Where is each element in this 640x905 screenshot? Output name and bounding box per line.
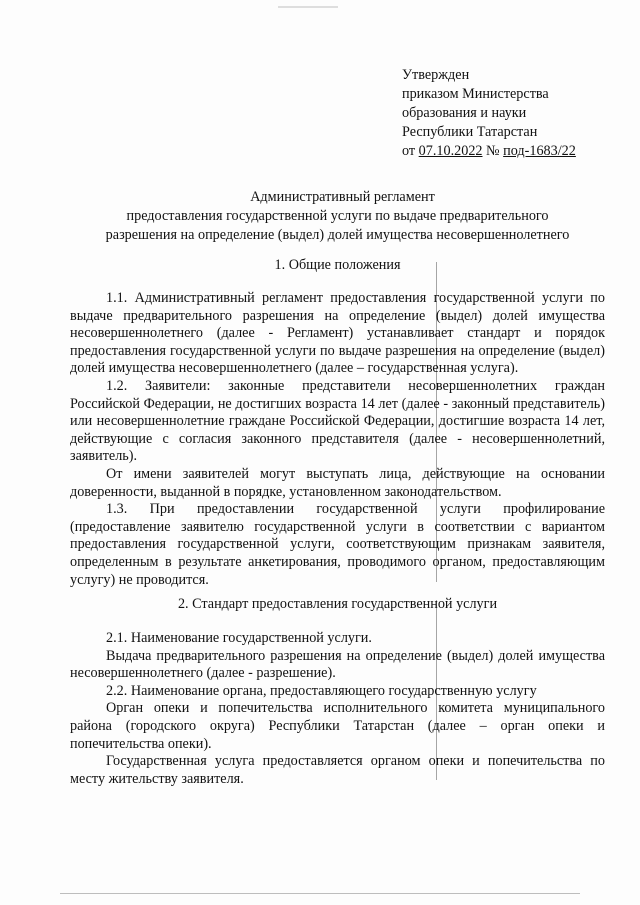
section-2-body bbox=[70, 630, 605, 788]
title-line-1: Административный регламент bbox=[250, 189, 435, 205]
title-line-3: разрешения на определение (выдел) долей имущества несовершеннолетнего bbox=[105, 227, 570, 243]
approval-date: 07.10.2022 bbox=[418, 143, 483, 159]
scan-fold-line-lower bbox=[436, 600, 437, 780]
approval-num-sign: № bbox=[482, 143, 504, 159]
approval-number: под-1683/22 bbox=[503, 143, 576, 159]
paragraph-1-3: 1.3. При предоставлении государственной услуги профилирование (предоставление заявителю государственной услуги в соответствии с вариантом предоставления государственной услуги, соответствующим признакам заявителя, определенным в результате анкетирования, проводимого органом, предоставляющим услугу) не проводится. bbox=[70, 501, 605, 588]
section-1-body bbox=[70, 290, 605, 589]
paragraph-2-2-place: Государственная услуга предоставляется органом опеки и попечительства по месту жительству заявителя. bbox=[70, 753, 605, 787]
scan-artifact bbox=[278, 6, 338, 8]
title-line-2: предоставления государственной услуги по выдаче предварительного bbox=[126, 208, 549, 224]
paragraph-1-2: 1.2. Заявители: законные представители несовершеннолетних граждан Российской Федерации, не достигших возраста 14 лет (далее - законный представитель) или несовершеннолетние граждане Российской Федерации, достигшие возраста 14 лет, действующие с согласия законного представителя (далее - несовершеннолетний, заявитель). bbox=[70, 377, 605, 465]
section-1-heading: 1. Общие положения bbox=[274, 257, 401, 273]
approval-line-1: Утвержден bbox=[402, 67, 470, 83]
document-title bbox=[70, 188, 605, 245]
approval-line-4: Республики Татарстан bbox=[402, 124, 538, 140]
paragraph-1-1: 1.1. Административный регламент предоставления государственной услуги по выдаче предварительного разрешения на определение (выдел) долей имущества несовершеннолетнего (далее - Регламент) устанавливает стандарт и порядок предоставления государственной услуги по выдаче разрешения на определение (выдел) долей имущества несовершеннолетнего (далее – государственная услуга). bbox=[70, 290, 605, 377]
paragraph-2-2: 2.2. Наименование органа, предоставляющего государственную услугу bbox=[106, 682, 537, 699]
approval-line-3: образования и науки bbox=[402, 105, 527, 121]
approval-line-2: приказом Министерства bbox=[402, 86, 549, 102]
scan-bottom-edge bbox=[60, 893, 580, 894]
paragraph-2-1: 2.1. Наименование государственной услуги. bbox=[106, 630, 372, 646]
paragraph-2-1-name: Выдача предварительного разрешения на определение (выдел) долей имущества несовершеннолетнего (далее - разрешение). bbox=[70, 647, 605, 682]
paragraph-1-2-proxy: От имени заявителей могут выступать лица, действующие на основании доверенности, выданной в порядке, установленном законодательством. bbox=[70, 465, 605, 500]
approval-prefix: от bbox=[402, 143, 419, 159]
section-2-heading: 2. Стандарт предоставления государственной услуги bbox=[177, 596, 498, 612]
approval-line-5 bbox=[402, 142, 622, 161]
approval-stamp bbox=[402, 66, 622, 161]
paragraph-2-2-organ: Орган опеки и попечительства исполнительного комитета муниципального района (городского округа) Республики Татарстан (далее – орган опеки и попечительства опеки). bbox=[70, 700, 605, 752]
scan-fold-line bbox=[436, 262, 437, 582]
